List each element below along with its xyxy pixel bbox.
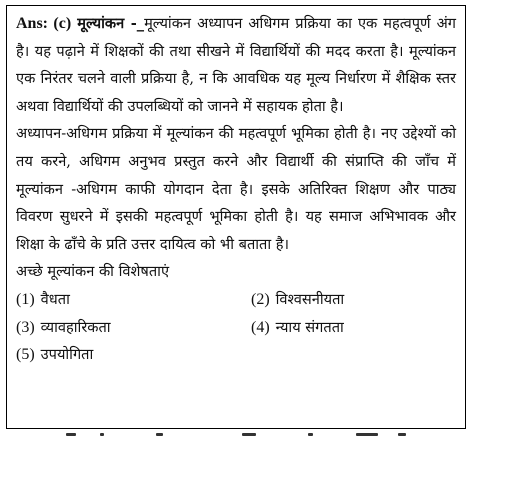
answer-lead-word: मूल्यांकन [77, 15, 125, 32]
feature-label: न्याय संगतता [275, 318, 344, 336]
feature-item-4 [251, 314, 451, 342]
feature-label: उपयोगिता [40, 346, 94, 364]
feature-number: (2) [251, 290, 270, 308]
answer-paragraph-1 [16, 10, 456, 120]
feature-label: विश्वसनीयता [275, 290, 345, 308]
feature-label: वैधता [40, 290, 70, 308]
feature-number: (4) [251, 318, 270, 336]
answer-paragraph-1-text: मूल्यांकन अध्यापन अधिगम प्रक्रिया का एक महत्वपूर्ण अंग है। यह पढ़ाने में शिक्षकों की तथा सीखने में विद्यार्थियों की मदद करता है। मूल्यांकन एक निरंतर चलने वाली प्रक्रिया है, न कि आवधिक यह मूल्य निर्धारण में शैक्षिक स्तर अथवा विद्यार्थियों की उपलब्धियों को जानने में सहायक होता है। [16, 15, 456, 115]
features-list [16, 286, 456, 369]
feature-item-1 [16, 286, 251, 314]
answer-box [6, 5, 466, 429]
feature-number: (1) [16, 290, 35, 308]
feature-item-3 [16, 314, 251, 342]
feature-label: व्यावहारिकता [40, 318, 111, 336]
feature-item-5 [16, 341, 251, 369]
feature-item-2 [251, 286, 451, 314]
features-heading: अच्छे मूल्यांकन की विशेषताएं [16, 263, 170, 281]
answer-label: Ans: (c) [16, 15, 72, 32]
cropped-next-line [60, 433, 440, 437]
answer-paragraph-2: अध्यापन-अधिगम प्रक्रिया में मूल्यांकन की महत्वपूर्ण भूमिका होती है। नए उद्देश्यों को तय करने, अधिगम अनुभव प्रस्तुत करने और विद्यार्थी की संप्राप्ति की जाँच में मूल्यांकन -अधिगम काफी योगदान देता है। इसके अतिरिक्त शिक्षण और पाठ्य विवरण सुधरने में इसकी महत्वपूर्ण भूमिका होती है। यह समाज अभिभावक और शिक्षा के ढाँचे के प्रति उत्तर दायित्व को भी बताता है। [16, 125, 456, 253]
feature-number: (5) [16, 346, 35, 364]
feature-number: (3) [16, 318, 35, 336]
answer-dash: -_ [124, 15, 145, 32]
